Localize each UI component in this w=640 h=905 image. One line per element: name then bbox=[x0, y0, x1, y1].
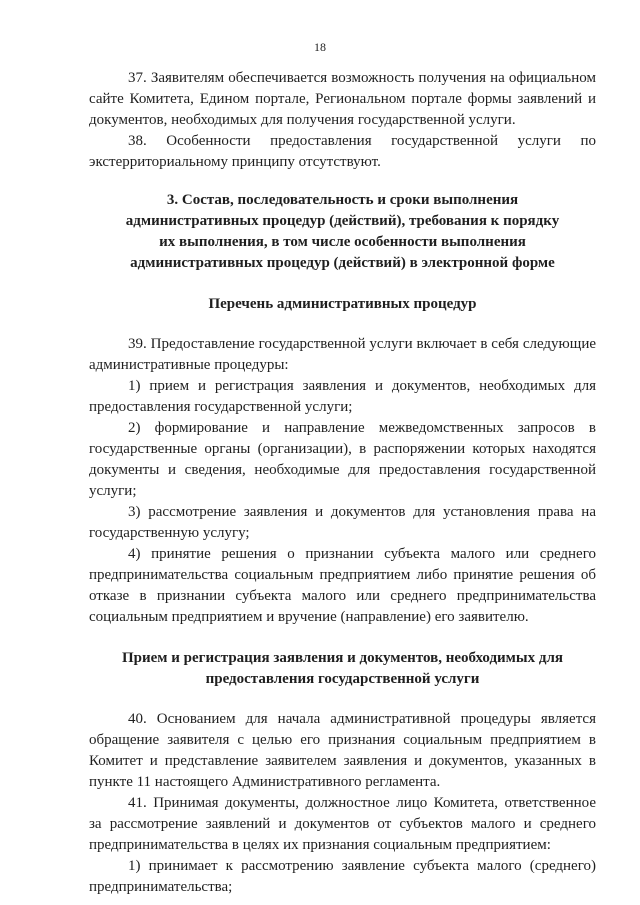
subheading-reception-line: предоставления государственной услуги bbox=[205, 671, 480, 687]
paragraph-39: 39. Предоставление государственной услуги включает в себя следующие административные процедуры: bbox=[89, 336, 596, 373]
list-item-1: 1) прием и регистрация заявления и документов, необходимых для предоставления государственной услуги; bbox=[89, 378, 596, 415]
paragraph-41: 41. Принимая документы, должностное лицо Комитета, ответственное за рассмотрение заявлений и документов от субъектов малого и среднего предпринимательства в целях их признания социальным предприятием: bbox=[89, 795, 596, 853]
subheading-procedures-list: Перечень административных процедур bbox=[208, 296, 477, 312]
paragraph-40: 40. Основанием для начала административной процедуры является обращение заявителя с целью его признания социальным предприятием в Комитет и представление заявителем заявления и документов, указанных в пункте 11 настоящего Административного регламента. bbox=[89, 711, 596, 790]
section-heading bbox=[89, 190, 596, 274]
subheading-reception bbox=[89, 648, 596, 690]
page-number: 18 bbox=[314, 40, 326, 54]
section-heading-line: административных процедур (действий) в электронной форме bbox=[130, 255, 555, 271]
list-item-4: 4) принятие решения о признании субъекта малого или среднего предпринимательства социальным предприятием либо принятие решения об отказе в признании субъекта малого или среднего предпринимательства социальным предприятием и вручение (направление) его заявителю. bbox=[89, 546, 596, 625]
list-item-3: 3) рассмотрение заявления и документов для установления права на государственную услугу; bbox=[89, 504, 596, 541]
paragraph-37: 37. Заявителям обеспечивается возможность получения на официальном сайте Комитета, Едином портале, Региональном портале формы заявлений и документов, необходимых для получения государственной услуги. bbox=[89, 70, 596, 128]
paragraph-38: 38. Особенности предоставления государственной услуги по экстерриториальному принципу отсутствуют. bbox=[89, 133, 596, 170]
subheading-reception-line: Прием и регистрация заявления и документов, необходимых для bbox=[122, 650, 563, 666]
procedures-list bbox=[89, 334, 596, 628]
document-body bbox=[89, 68, 596, 898]
section-heading-line: 3. Состав, последовательность и сроки выполнения bbox=[166, 192, 519, 208]
paragraph-41-item-1: 1) принимает к рассмотрению заявление субъекта малого (среднего) предпринимательства; bbox=[89, 858, 596, 895]
section-heading-line: административных процедур (действий), требования к порядку bbox=[125, 213, 560, 229]
list-item-2: 2) формирование и направление межведомственных запросов в государственные органы (организации), в распоряжении которых находятся документы и сведения, необходимые для предоставления государственной услуги; bbox=[89, 420, 596, 499]
reception-section bbox=[89, 709, 596, 898]
section-heading-line: их выполнения, в том числе особенности выполнения bbox=[159, 234, 526, 250]
